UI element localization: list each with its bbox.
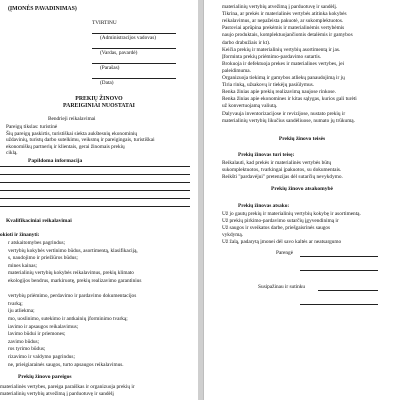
familiarized-line-2: [300, 304, 378, 305]
approver-position-caption: (Administracijos vadovas): [100, 35, 157, 41]
approval-date-line: [92, 78, 176, 79]
know-line: ne, prieigiarainės saugos, turto apsaugos reikalavimus.: [8, 361, 124, 368]
know-line: materialinių vertybių kokybės reikalavimus, prekių klimato: [8, 270, 134, 277]
know-line: tvarką;: [8, 300, 23, 307]
know-line: ros tyrimo būdus;: [8, 346, 46, 353]
document-subtitle: PAREIGINIAI NUOSTATAI: [63, 103, 135, 109]
prepared-by-line-2: [300, 270, 378, 271]
know-line: mo, uoslinimo, sutekimo ir antkainių įforminimo tvarką;: [8, 316, 128, 322]
know-line: rizavimo ir valdymo pagrindus;: [8, 354, 75, 360]
dcont-line: reikalavimus, ar nepažeista pakuotė, ar sukomplektuotos.: [222, 18, 344, 25]
extra-info-line-6: [0, 206, 190, 207]
approver-signature-line: [92, 63, 176, 64]
know-line: r atskaitomybes pagrindus;: [8, 240, 66, 246]
dcont-line: Renka žinias apie prekių realizavimą naujose rinkose.: [222, 89, 336, 96]
dcont-line: Įforminta prekių priėmimo-pardavimo sutartis.: [222, 53, 322, 60]
duties-title: Prekių žinovo pareigos: [18, 374, 72, 380]
document-page-left: [0, 0, 198, 400]
general-requirements-title: Bendrieji reikalavimai: [48, 116, 96, 122]
know-line: zavimo būdus;: [8, 338, 40, 345]
gen-line: ekonomiškų partnerių ir klientais, gerai žinomais prekių: [6, 143, 125, 150]
approver-name-caption: (Vardas, pavardė): [100, 50, 138, 56]
know-line: lavimo būdui ir priemones;: [8, 331, 66, 338]
duties-line: materialinių vertybių atvežimą į parduotuvę ir sandėlį: [0, 391, 114, 397]
know-line: mines kainas;: [8, 262, 37, 269]
extra-info-line-5: [0, 198, 190, 199]
approver-position-line: [92, 33, 176, 34]
approver-name-line: [92, 48, 176, 49]
duties-line: materialinės vertybes, pareiga paraiškas ir organizuoja prekių ir: [0, 384, 135, 390]
rights-heading: Prekių žinovas turi teisę:: [238, 152, 295, 158]
know-line: vertybių priėmimo, perdavimo ir pardavimo dokumentacijos: [8, 293, 137, 300]
familiarized-label: Susipažinau ir sutinku: [258, 284, 306, 290]
know-line: ekologijos bendrus, markiruotę, prekių realizavimo garantinius: [8, 278, 142, 284]
responsibility-title: Prekių žinovo atsakomybė: [271, 186, 333, 192]
dcont-line: Tikrina, ar prekės ir materialinės vertybės atitinka kokybės: [222, 11, 347, 18]
know-line: vertybių kokybės vertinimo būdus, asortimentą, klasifikaciją,: [8, 247, 138, 254]
gen-line: Šių pareigų paskirtis, turistiškai siekta aukštesnių ekonominių: [6, 130, 138, 137]
knowledge-heading: okioti ir žinanyti:: [0, 232, 40, 238]
dcont-line: paleidimuma.: [222, 67, 251, 74]
dcont-line: Tiria rinką, užsakovų ir tiekėjų pasiūlymus.: [222, 82, 315, 89]
extra-info-line-4: [0, 190, 190, 191]
dcont-line: Renka žinias apie ekonomines ir kitas sąlygas, kurios gali turėti: [222, 96, 357, 103]
know-line: iju atliekma;: [8, 308, 35, 315]
know-line: iavimo ir apsaugos reikalavimus;: [8, 323, 79, 330]
rights-line: Reikalauti, kad prekės ir materialinės vertybės būtų: [222, 160, 331, 166]
extra-info-line-1: [0, 166, 190, 167]
qualification-title: Kvalifikaciniai reikalavimai: [6, 218, 72, 224]
gen-line: Pareigų tikslas: turistinė: [6, 124, 58, 130]
approval-date-caption: (Data): [100, 80, 114, 86]
dcont-line: Dalyvauja inventorizacijose ir revizijose, nustato prekių ir: [222, 110, 346, 117]
dcont-line: Keičia prekių ir materialinių vertybių asortimentą ir jas.: [222, 46, 341, 53]
company-name-header: (ĮMONĖS PAVADINIMAS): [8, 6, 77, 12]
document-page-right: [204, 0, 400, 400]
prepared-by-line: [300, 256, 378, 257]
extra-info-line-3: [0, 182, 190, 183]
responsibility-heading: Prekių žinovas atsako:: [238, 203, 290, 209]
rights-title: Prekių žinovo teisės: [278, 136, 326, 142]
extra-info-title: Papildoma informacija: [28, 158, 83, 164]
dcont-line: Brokuoja ir defektuoja prekes ir materialines vertybes, jei: [222, 60, 345, 67]
approve-label: TVIRTINU: [92, 20, 117, 26]
resp-line: Už saugos ir sveikatos darbe, priešgaisrinės saugos: [222, 225, 331, 231]
gen-line: ciklą.: [6, 150, 18, 157]
document-title: PREKIŲ ŽINOVO: [75, 96, 123, 102]
resp-line: Už jo gautų prekių ir materialinių vertybių kokybę ir asortimentą.: [222, 211, 361, 217]
dcont-line: Organizuoja tiekimą ir gamybos atliekų panaudojimą ir jų: [222, 75, 345, 81]
rights-line: sukomplektuotos, tvarkingai įpakuotos, su dokumentais.: [222, 167, 342, 173]
familiarized-line: [318, 290, 378, 291]
dcont-line: darbo drabužiais ir kt).: [222, 39, 271, 46]
resp-line: vykdymą.: [222, 232, 244, 238]
dcont-line: už konvertuojamą valiutą.: [222, 103, 278, 110]
dcont-line: materialinių vertybių likučius sandėliuose, numato jų trūkumą.: [222, 117, 355, 124]
gen-line: uždavinių, turistų darbo sutelkimu, veiksmų ir pareigingais, turistiškai: [6, 137, 155, 144]
dcont-line: naujo produktais, komplektuojančiomis detalėmis ir gamybos: [222, 32, 353, 39]
resp-line: Už žalą, padarytą įmonei dėl savo kaltės ar neatsargumo: [222, 239, 342, 245]
know-line: s, naudojimo ir priežiūros būdus;: [8, 255, 78, 262]
rights-line: Reikšti "pardavėjui" pretenzijas dėl sutarčių nevykdymo.: [222, 174, 343, 180]
approver-signature-caption: (Parašas): [100, 65, 120, 71]
resp-line: Už prekių pirkimo-pardavimo sutarčių įgyvendinimą ir: [222, 218, 339, 224]
prepared-by-label: Parengė: [276, 250, 294, 256]
dcont-line: materialinių vertybių atvežimą į parduotuvę ir sandėlį.: [222, 4, 338, 10]
extra-info-line-2: [0, 174, 190, 175]
dcont-line: Pastoviai aprūpina prekėmis ir materialinėmis vertybėmis: [222, 25, 345, 32]
